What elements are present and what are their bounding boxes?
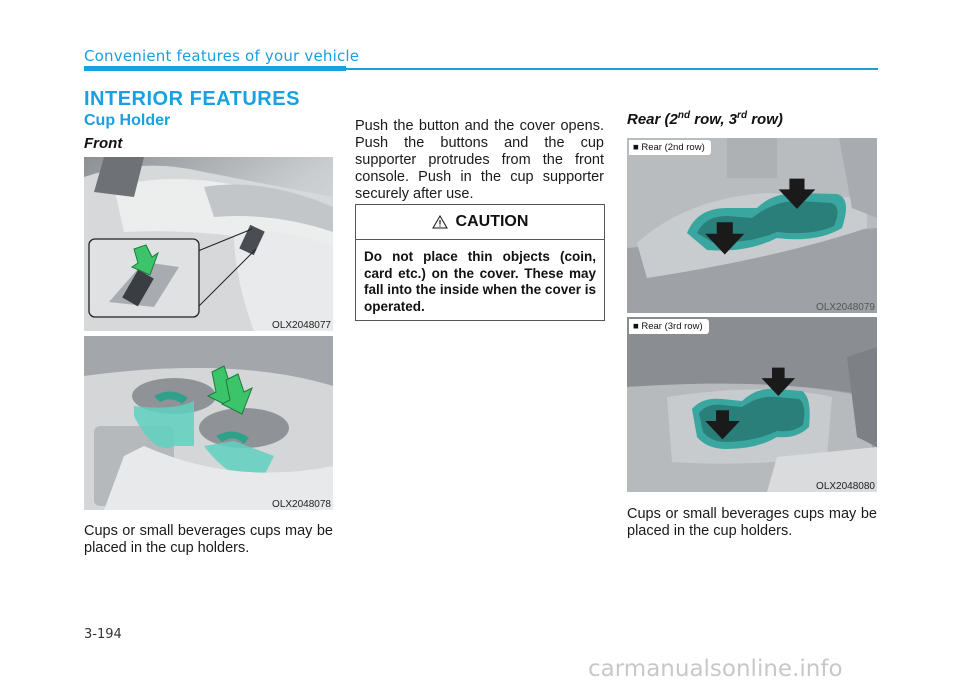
page-number: 3-194: [84, 627, 122, 642]
rear-heading-prefix: Rear (2: [627, 111, 678, 128]
watermark: carmanualsonline.info: [588, 656, 843, 682]
rear-heading: [627, 110, 783, 128]
photo-code-1: OLX2048077: [272, 320, 331, 331]
rear-heading-mid: row, 3: [690, 111, 738, 128]
rear-2nd-row-photo: [627, 138, 877, 313]
chapter-label: Convenient features of your vehicle: [84, 47, 360, 65]
rear-2nd-row-label: ■ Rear (2nd row): [629, 140, 711, 155]
subsection-title: Cup Holder: [84, 112, 171, 129]
rear-heading-sup-rd: rd: [737, 110, 748, 121]
warning-triangle-icon: [432, 215, 448, 229]
rear-3rd-row-label: ■ Rear (3rd row): [629, 319, 709, 334]
caution-header: [356, 205, 604, 240]
section-title: INTERIOR FEATURES: [84, 88, 300, 110]
front-cupholder-photo-1: [84, 157, 333, 331]
middle-body-text: Push the button and the cover opens. Push the buttons and the cup supporter protrudes from the front console. Push in the cup supporter securely after use.: [355, 118, 604, 202]
rear-heading-suffix: row): [747, 111, 783, 128]
front-body-text: Cups or small beverages cups may be placed in the cup holders.: [84, 523, 333, 556]
caution-body: Do not place thin objects (coin, card etc.) on the cover. These may fall into the inside when the cover is operated.: [364, 249, 596, 314]
rear-heading-sup-nd: nd: [677, 110, 691, 121]
rear-3rd-row-photo: [627, 317, 877, 492]
front-heading: Front: [84, 135, 123, 152]
photo-code-4: OLX2048080: [816, 481, 875, 492]
caution-title: CAUTION: [455, 213, 529, 230]
photo-code-3: OLX2048079: [816, 302, 875, 313]
caution-box: [355, 204, 605, 321]
header-rule-thick: [84, 66, 346, 71]
header-rule-thin: [346, 68, 878, 70]
rear-body-text: Cups or small beverages cups may be placed in the cup holders.: [627, 506, 877, 539]
photo-code-2: OLX2048078: [272, 499, 331, 510]
front-cupholder-photo-2: [84, 336, 333, 510]
